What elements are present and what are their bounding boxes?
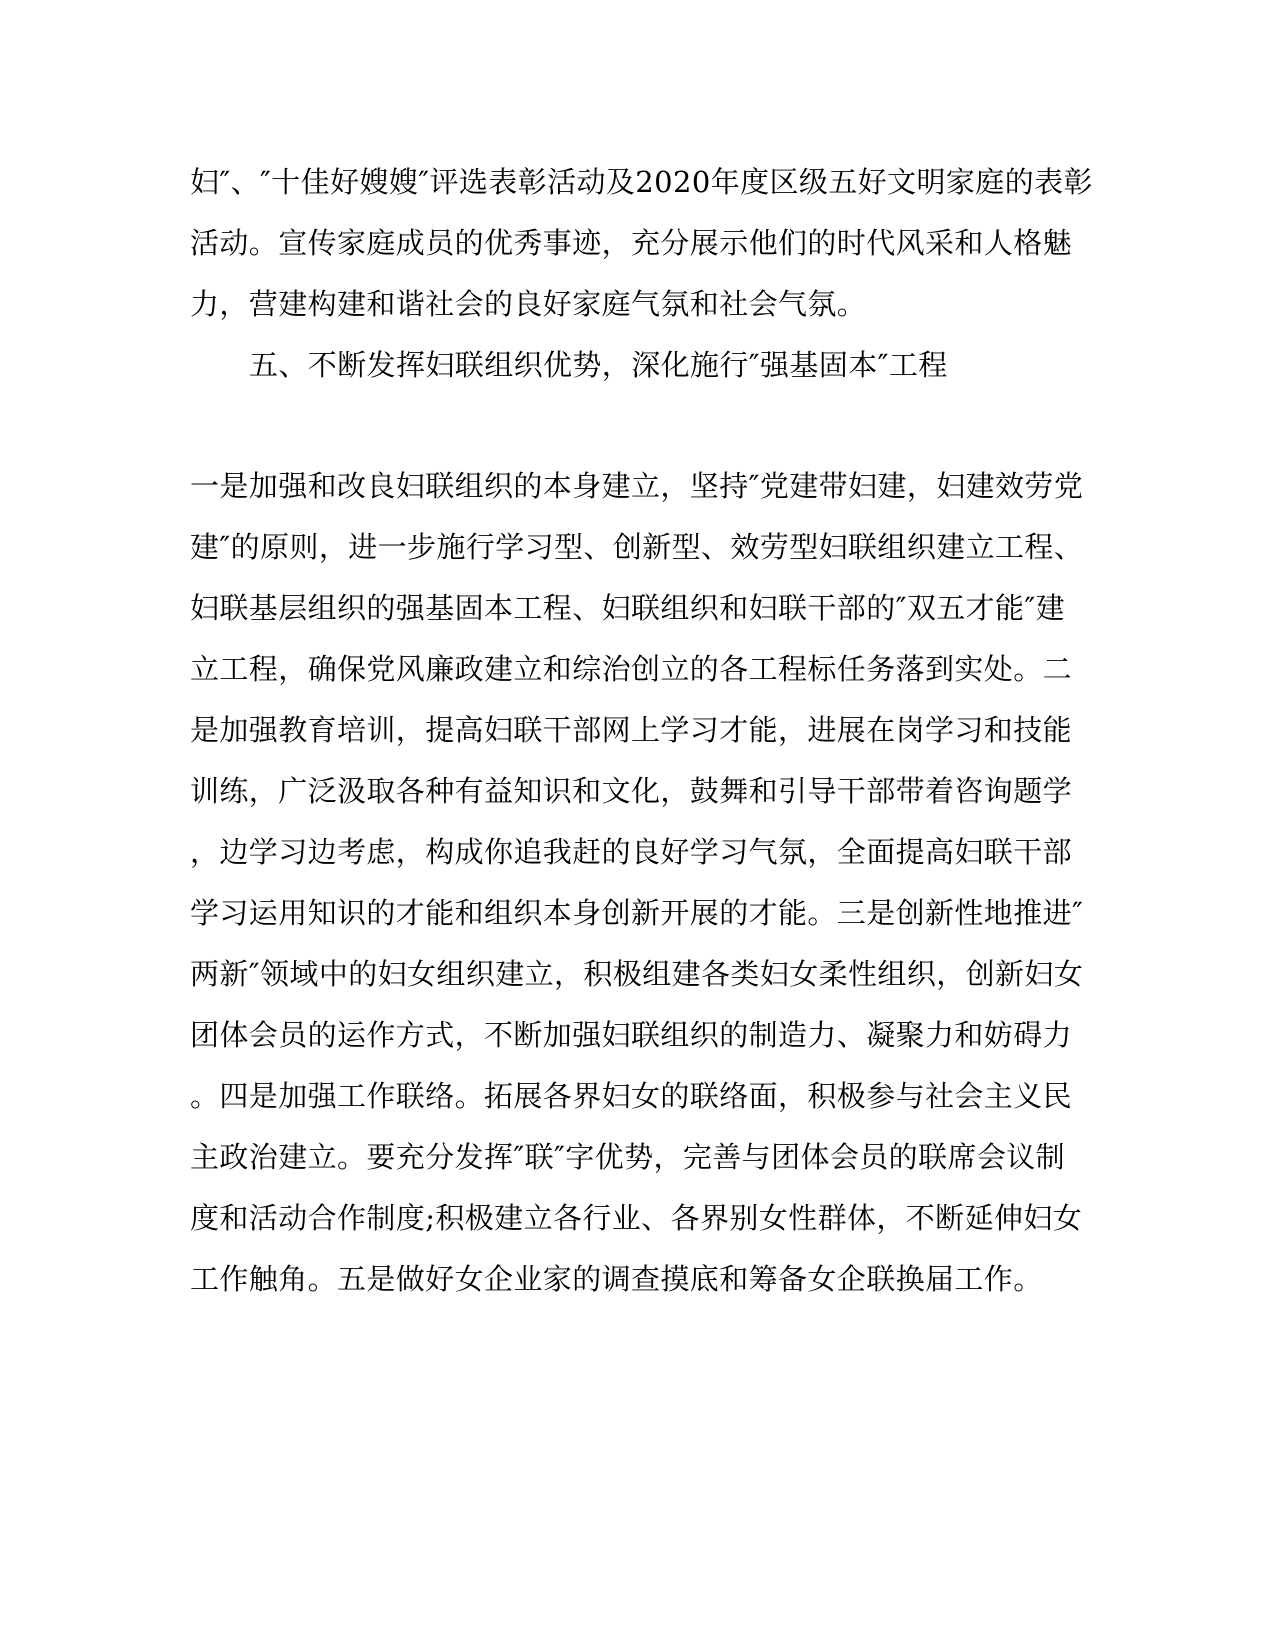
paragraph-line: 立工程，确保党风廉政建立和综治创立的各工程标任务落到实处。二: [190, 652, 1073, 686]
paragraph-line: ，边学习边考虑，构成你追我赶的良好学习气氛，全面提高妇联干部: [190, 835, 1073, 869]
paragraph-line: 活动。宣传家庭成员的优秀事迹，充分展示他们的时代风采和人格魅: [190, 226, 1073, 260]
paragraph-line: 建″的原则，进一步施行学习型、创新型、效劳型妇联组织建立工程、: [190, 530, 1084, 564]
paragraph-line: 度和活动合作制度;积极建立各行业、各界别女性群体，不断延伸妇女: [190, 1201, 1083, 1235]
paragraph-line: 一是加强和改良妇联组织的本身建立，坚持″党建带妇建，妇建效劳党: [190, 469, 1084, 503]
paragraph-line: 工作触角。五是做好女企业家的调查摸底和筹备女企联换届工作。: [190, 1262, 1043, 1296]
paragraph-line: 力，营建构建和谐社会的良好家庭气氛和社会气氛。: [190, 287, 867, 321]
paragraph-line: 是加强教育培训，提高妇联干部网上学习才能，进展在岗学习和技能: [190, 713, 1073, 747]
paragraph-line: 妇联基层组织的强基固本工程、妇联组织和妇联干部的″双五才能″建: [190, 591, 1066, 625]
paragraph-line: 学习运用知识的才能和组织本身创新开展的才能。三是创新性地推进″: [190, 896, 1084, 930]
paragraph-line: 。四是加强工作联络。拓展各界妇女的联络面，积极参与社会主义民: [190, 1079, 1073, 1113]
paragraph-line: 团体会员的运作方式，不断加强妇联组织的制造力、凝聚力和妨碍力: [190, 1018, 1073, 1052]
paragraph-line: 主政治建立。要充分发挥″联″字优势，完善与团体会员的联席会议制: [190, 1140, 1066, 1174]
paragraph-line: 两新″领域中的妇女组织建立，积极组建各类妇女柔性组织，创新妇女: [190, 957, 1084, 991]
paragraph-line: 妇″、″十佳好嫂嫂″评选表彰活动及2020年度区级五好文明家庭的表彰: [190, 165, 1093, 199]
section-heading: 五、不断发挥妇联组织优势，深化施行″强基固本″工程: [249, 348, 948, 382]
paragraph-line: 训练，广泛汲取各种有益知识和文化，鼓舞和引导干部带着咨询题学: [190, 774, 1073, 808]
